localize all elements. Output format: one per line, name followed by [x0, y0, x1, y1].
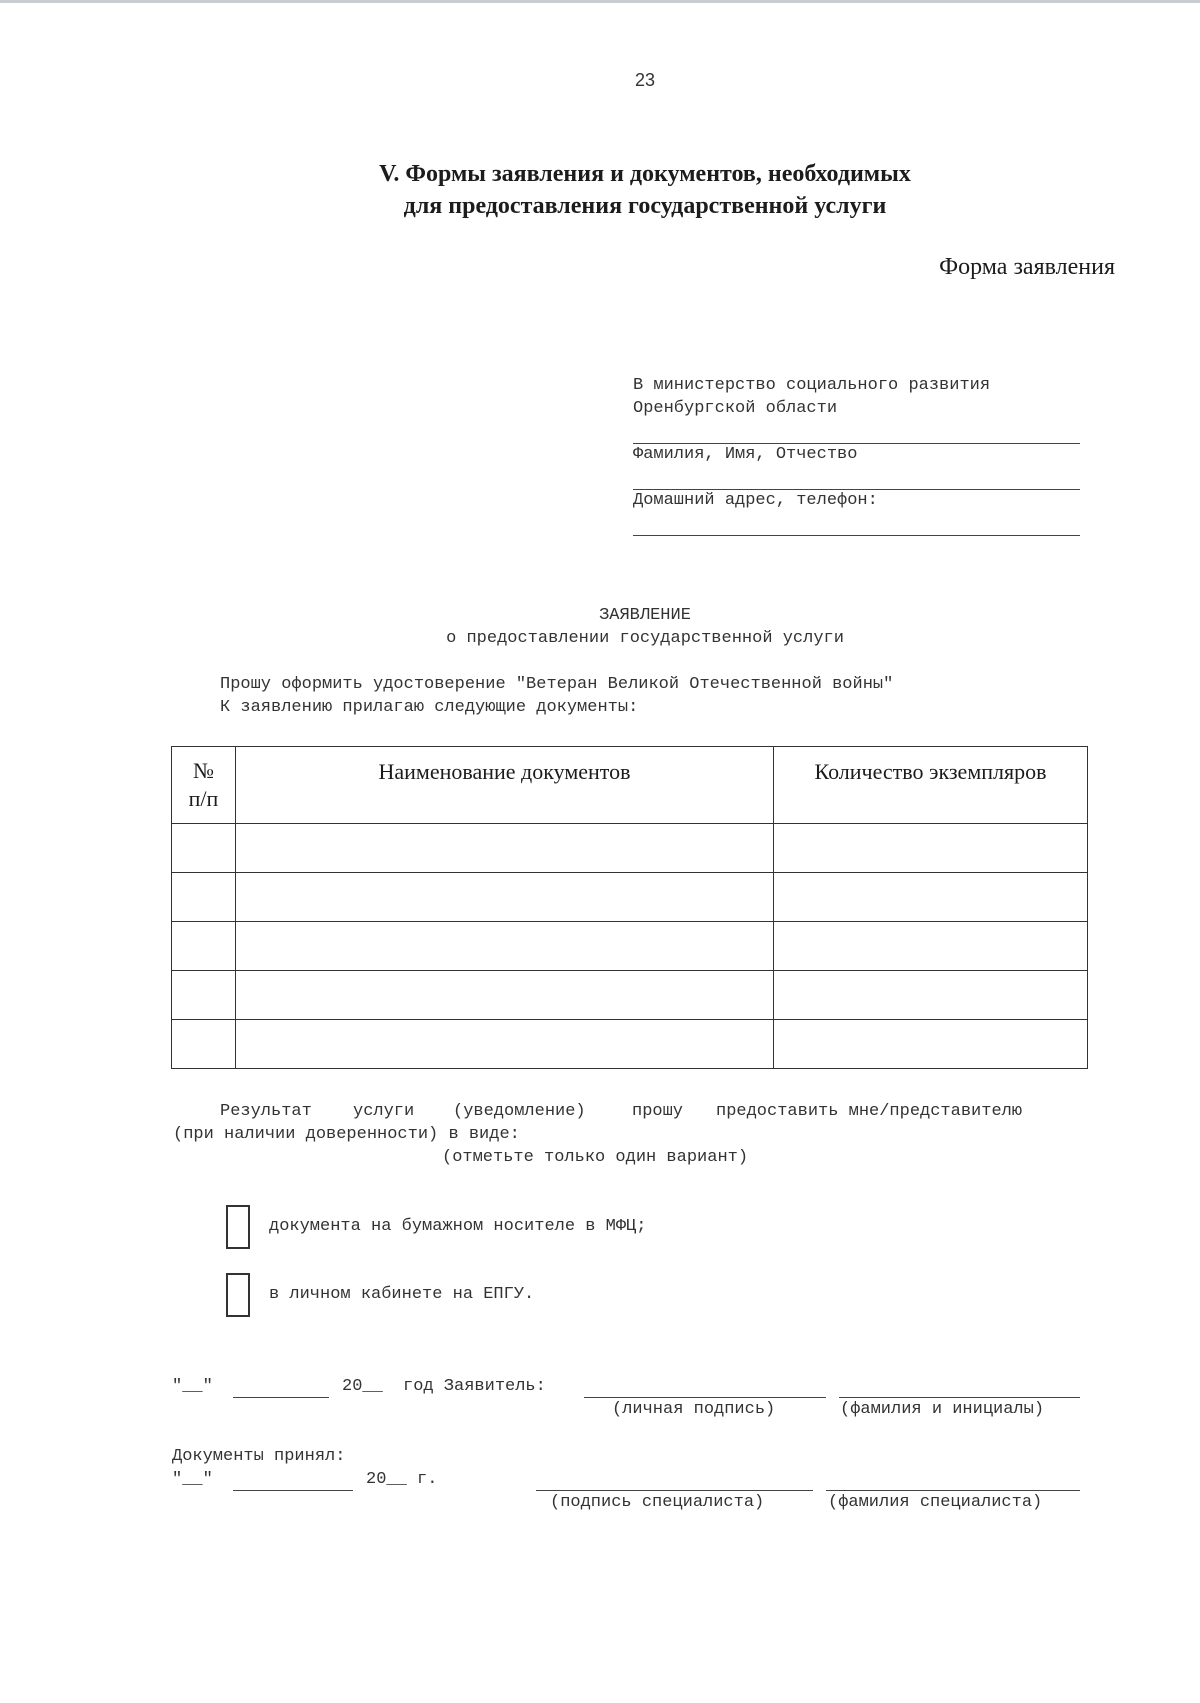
cell-copies-count[interactable]: [774, 873, 1088, 922]
cell-document-name[interactable]: [236, 824, 774, 873]
header-copies-count: Количество экземпляров: [774, 747, 1088, 824]
addressee-line-1: В министерство социального развития: [633, 376, 991, 395]
cell-document-name[interactable]: [236, 971, 774, 1020]
fio-underline: [633, 489, 1080, 490]
cell-number[interactable]: [172, 971, 236, 1020]
table-header-row: [172, 747, 1088, 824]
cell-document-name[interactable]: [236, 1020, 774, 1069]
table-row: [172, 922, 1088, 971]
result-word-1: Результат: [220, 1102, 312, 1121]
cell-copies-count[interactable]: [774, 971, 1088, 1020]
statement-title: ЗАЯВЛЕНИЕ: [599, 606, 691, 625]
accepted-name-caption: (фамилия специалиста): [828, 1493, 1043, 1512]
cell-number[interactable]: [172, 873, 236, 922]
header-document-name: Наименование документов: [236, 747, 774, 824]
cell-copies-count[interactable]: [774, 824, 1088, 873]
applicant-month-line: [233, 1397, 329, 1398]
option-paper-checkbox[interactable]: [226, 1205, 250, 1249]
section-title: [200, 158, 1090, 222]
applicant-date-day: "__": [172, 1377, 213, 1396]
applicant-signature-line: [584, 1397, 826, 1398]
accepted-date-day: "__": [172, 1470, 213, 1489]
cell-document-name[interactable]: [236, 922, 774, 971]
applicant-signature-caption: (личная подпись): [612, 1400, 776, 1419]
scan-top-edge: [0, 0, 1200, 3]
request-line: Прошу оформить удостоверение "Ветеран Великой Отечественной войны": [220, 675, 894, 694]
accepted-year: 20__ г.: [366, 1470, 438, 1489]
form-label: Форма заявления: [939, 254, 1115, 280]
result-word-2: услуги: [353, 1102, 415, 1121]
option-paper-label: документа на бумажном носителе в МФЦ;: [269, 1217, 647, 1236]
addressee-underline-1: [633, 443, 1080, 444]
accepted-signature-caption: (подпись специалиста): [550, 1493, 765, 1512]
table-row: [172, 1020, 1088, 1069]
cell-copies-count[interactable]: [774, 1020, 1088, 1069]
fio-label: Фамилия, Имя, Отчество: [633, 445, 858, 464]
cell-document-name[interactable]: [236, 873, 774, 922]
result-word-5: предоставить мне/представителю: [716, 1102, 1023, 1121]
cell-copies-count[interactable]: [774, 922, 1088, 971]
result-hint: (отметьте только один вариант): [442, 1148, 749, 1167]
table-row: [172, 971, 1088, 1020]
option-epgu-label: в личном кабинете на ЕПГУ.: [269, 1285, 535, 1304]
header-number-line-1: №: [193, 758, 214, 783]
table-row: [172, 824, 1088, 873]
cell-number[interactable]: [172, 922, 236, 971]
header-number-line-2: п/п: [188, 786, 219, 811]
cell-number[interactable]: [172, 1020, 236, 1069]
accepted-label: Документы принял:: [172, 1447, 346, 1466]
address-underline: [633, 535, 1080, 536]
applicant-name-line: [839, 1397, 1080, 1398]
section-title-line-2: для предоставления государственной услуги: [403, 193, 887, 219]
section-title-line-1: V. Формы заявления и документов, необходимых: [379, 161, 911, 187]
accepted-name-line: [826, 1490, 1080, 1491]
result-word-4: прошу: [632, 1102, 684, 1121]
statement-subtitle: о предоставлении государственной услуги: [446, 629, 844, 648]
applicant-year: 20__: [342, 1377, 383, 1396]
result-line-2: (при наличии доверенности) в виде:: [173, 1125, 520, 1144]
header-number: [172, 747, 236, 824]
accepted-signature-line: [536, 1490, 813, 1491]
cell-number[interactable]: [172, 824, 236, 873]
address-label: Домашний адрес, телефон:: [633, 491, 878, 510]
page-number: 23: [634, 70, 656, 90]
applicant-label: год Заявитель:: [403, 1377, 546, 1396]
option-epgu-checkbox[interactable]: [226, 1273, 250, 1317]
documents-table: [171, 746, 1088, 1069]
table-row: [172, 873, 1088, 922]
applicant-name-caption: (фамилия и инициалы): [840, 1400, 1045, 1419]
attach-line: К заявлению прилагаю следующие документы:: [220, 698, 639, 717]
accepted-month-line: [233, 1490, 353, 1491]
addressee-line-2: Оренбургской области: [633, 399, 838, 418]
result-word-3: (уведомление): [453, 1102, 586, 1121]
